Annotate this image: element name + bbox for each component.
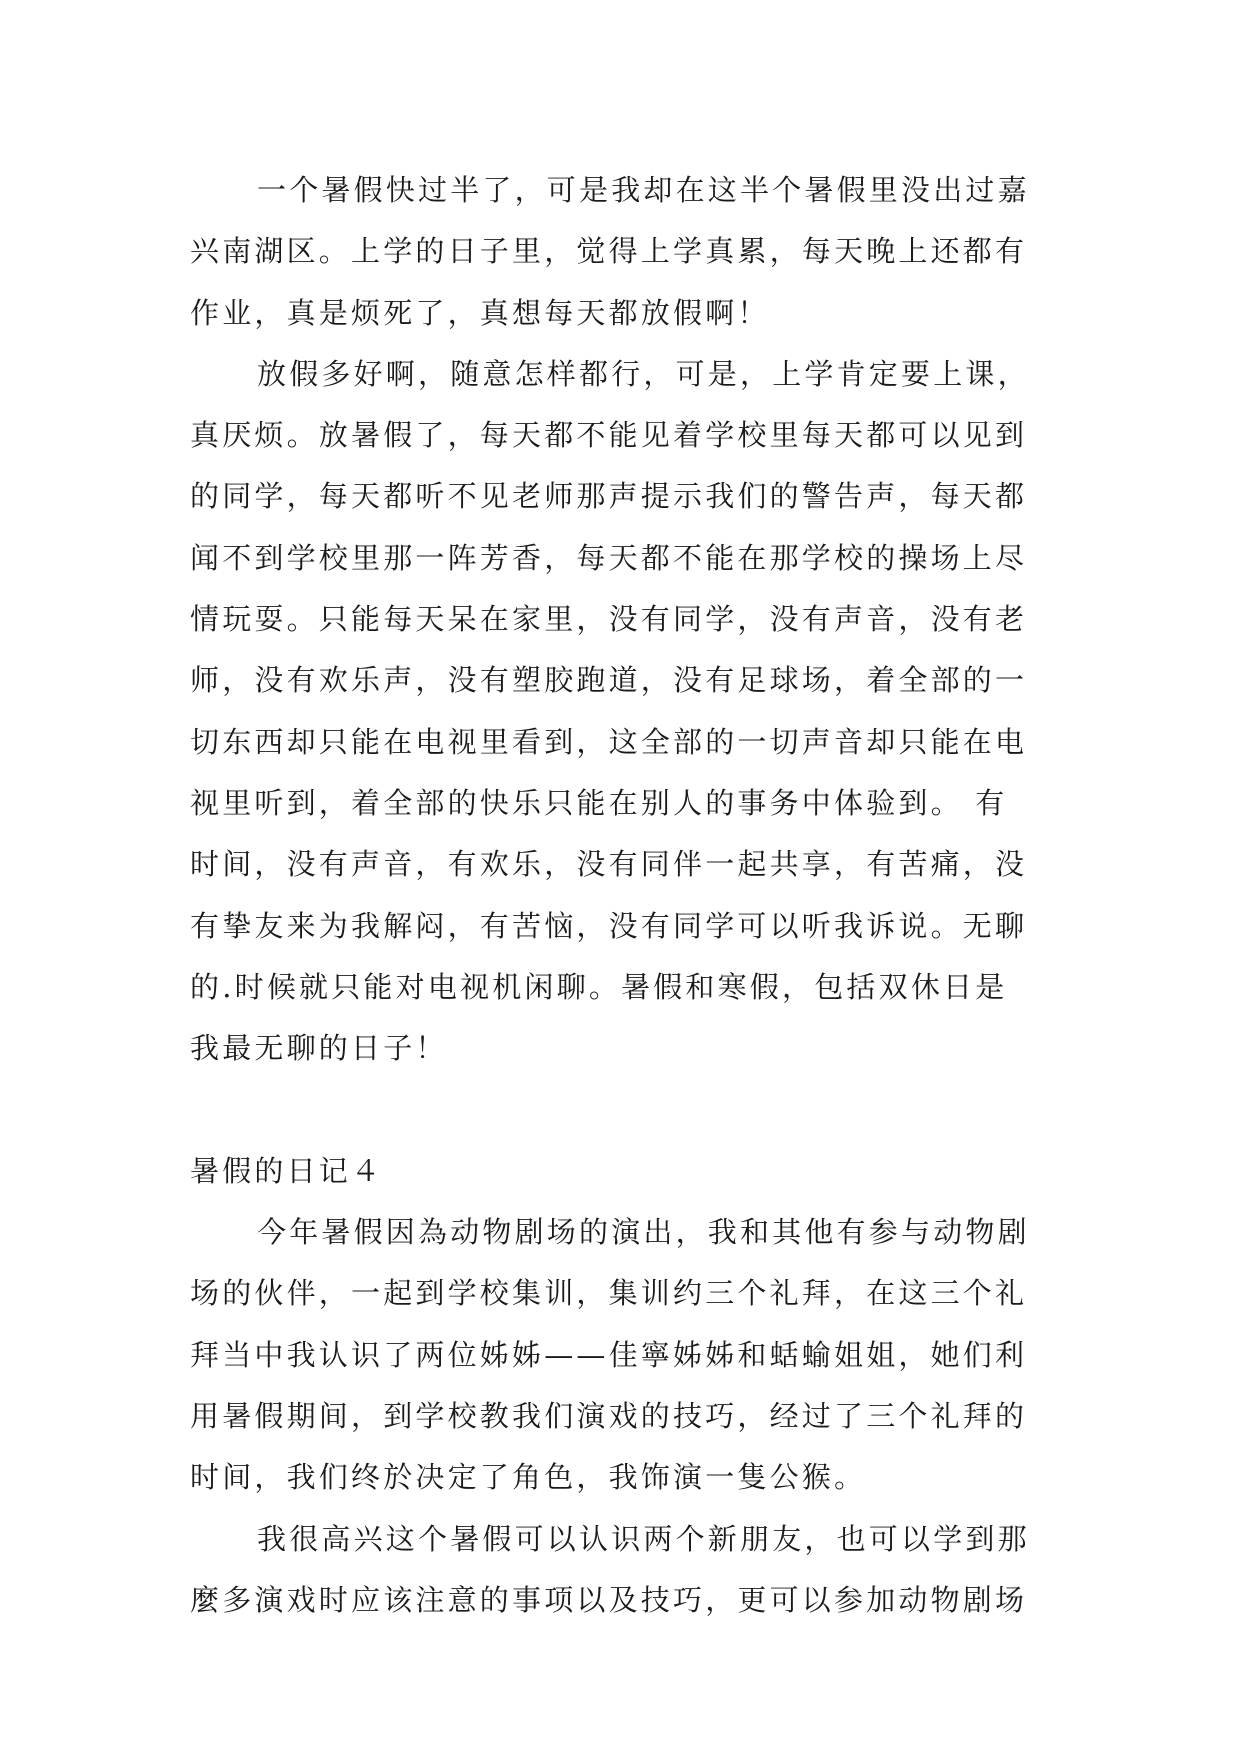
text-line: 今年暑假因為动物剧场的演出，我和其他有参与动物剧 [257,1215,1030,1250]
text-line: 师，没有欢乐声，没有塑胶跑道，没有足球场，着全部的一 [190,663,1028,698]
text-line: 我很高兴这个暑假可以认识两个新朋友，也可以学到那 [257,1521,1030,1556]
text-line: 作业，真是烦死了，真想每天都放假啊！ [190,295,770,330]
text-line: 的.时候就只能对电视机闲聊。暑假和寒假，包括双休日是 [190,969,1008,1004]
text-line: 闻不到学校里那一阵芳香，每天都不能在那学校的操场上尽 [190,540,1028,575]
text-line: 一个暑假快过半了，可是我却在这半个暑假里没出过嘉 [257,173,1030,207]
text-line: 我最无聊的日子！ [190,1031,448,1066]
text-line: 用暑假期间，到学校教我们演戏的技巧，经过了三个礼拜的 [190,1398,1028,1433]
text-line: 麼多演戏时应该注意的事项以及技巧，更可以参加动物剧场 [190,1582,1028,1617]
text-line: 真厌烦。放暑假了，每天都不能见着学校里每天都可以见到 [190,418,1028,453]
text-line: 兴南湖区。上学的日子里，觉得上学真累，每天晚上还都有 [190,234,1028,269]
text-line: 时间，没有声音，有欢乐，没有同伴一起共享，有苦痛，没 [190,847,1028,882]
paragraph [190,1509,1050,1632]
text-line: 时间，我们终於决定了角色，我饰演一隻公猴。 [190,1460,867,1495]
text-line: 切东西却只能在电视里看到，这全部的一切声音却只能在电 [190,724,1028,759]
paragraph [190,344,1050,1080]
text-line: 视里听到，着全部的快乐只能在别人的事务中体验到。 有 [190,785,1008,820]
paragraph [190,1202,1050,1508]
text-line: 场的伙伴，一起到学校集训，集训约三个礼拜，在这三个礼 [190,1276,1028,1311]
text-line: 的同学，每天都听不见老师那声提示我们的警告声，每天都 [190,479,1028,514]
text-line: 拜当中我认识了两位姊姊——佳寧姊姊和蛞蝓姐姐，她们利 [190,1337,1028,1372]
section-heading: 暑假的日记４ [190,1153,384,1188]
document-page [190,160,1050,1631]
text-line: 情玩耍。只能每天呆在家里，没有同学，没有声音，没有老 [190,602,1028,637]
text-line: 放假多好啊，随意怎样都行，可是，上学肯定要上课， [257,356,1030,391]
text-line: 有挚友来为我解闷，有苦恼，没有同学可以听我诉说。无聊 [190,908,1028,943]
paragraph [190,160,1050,344]
section-spacer [190,1079,1050,1140]
